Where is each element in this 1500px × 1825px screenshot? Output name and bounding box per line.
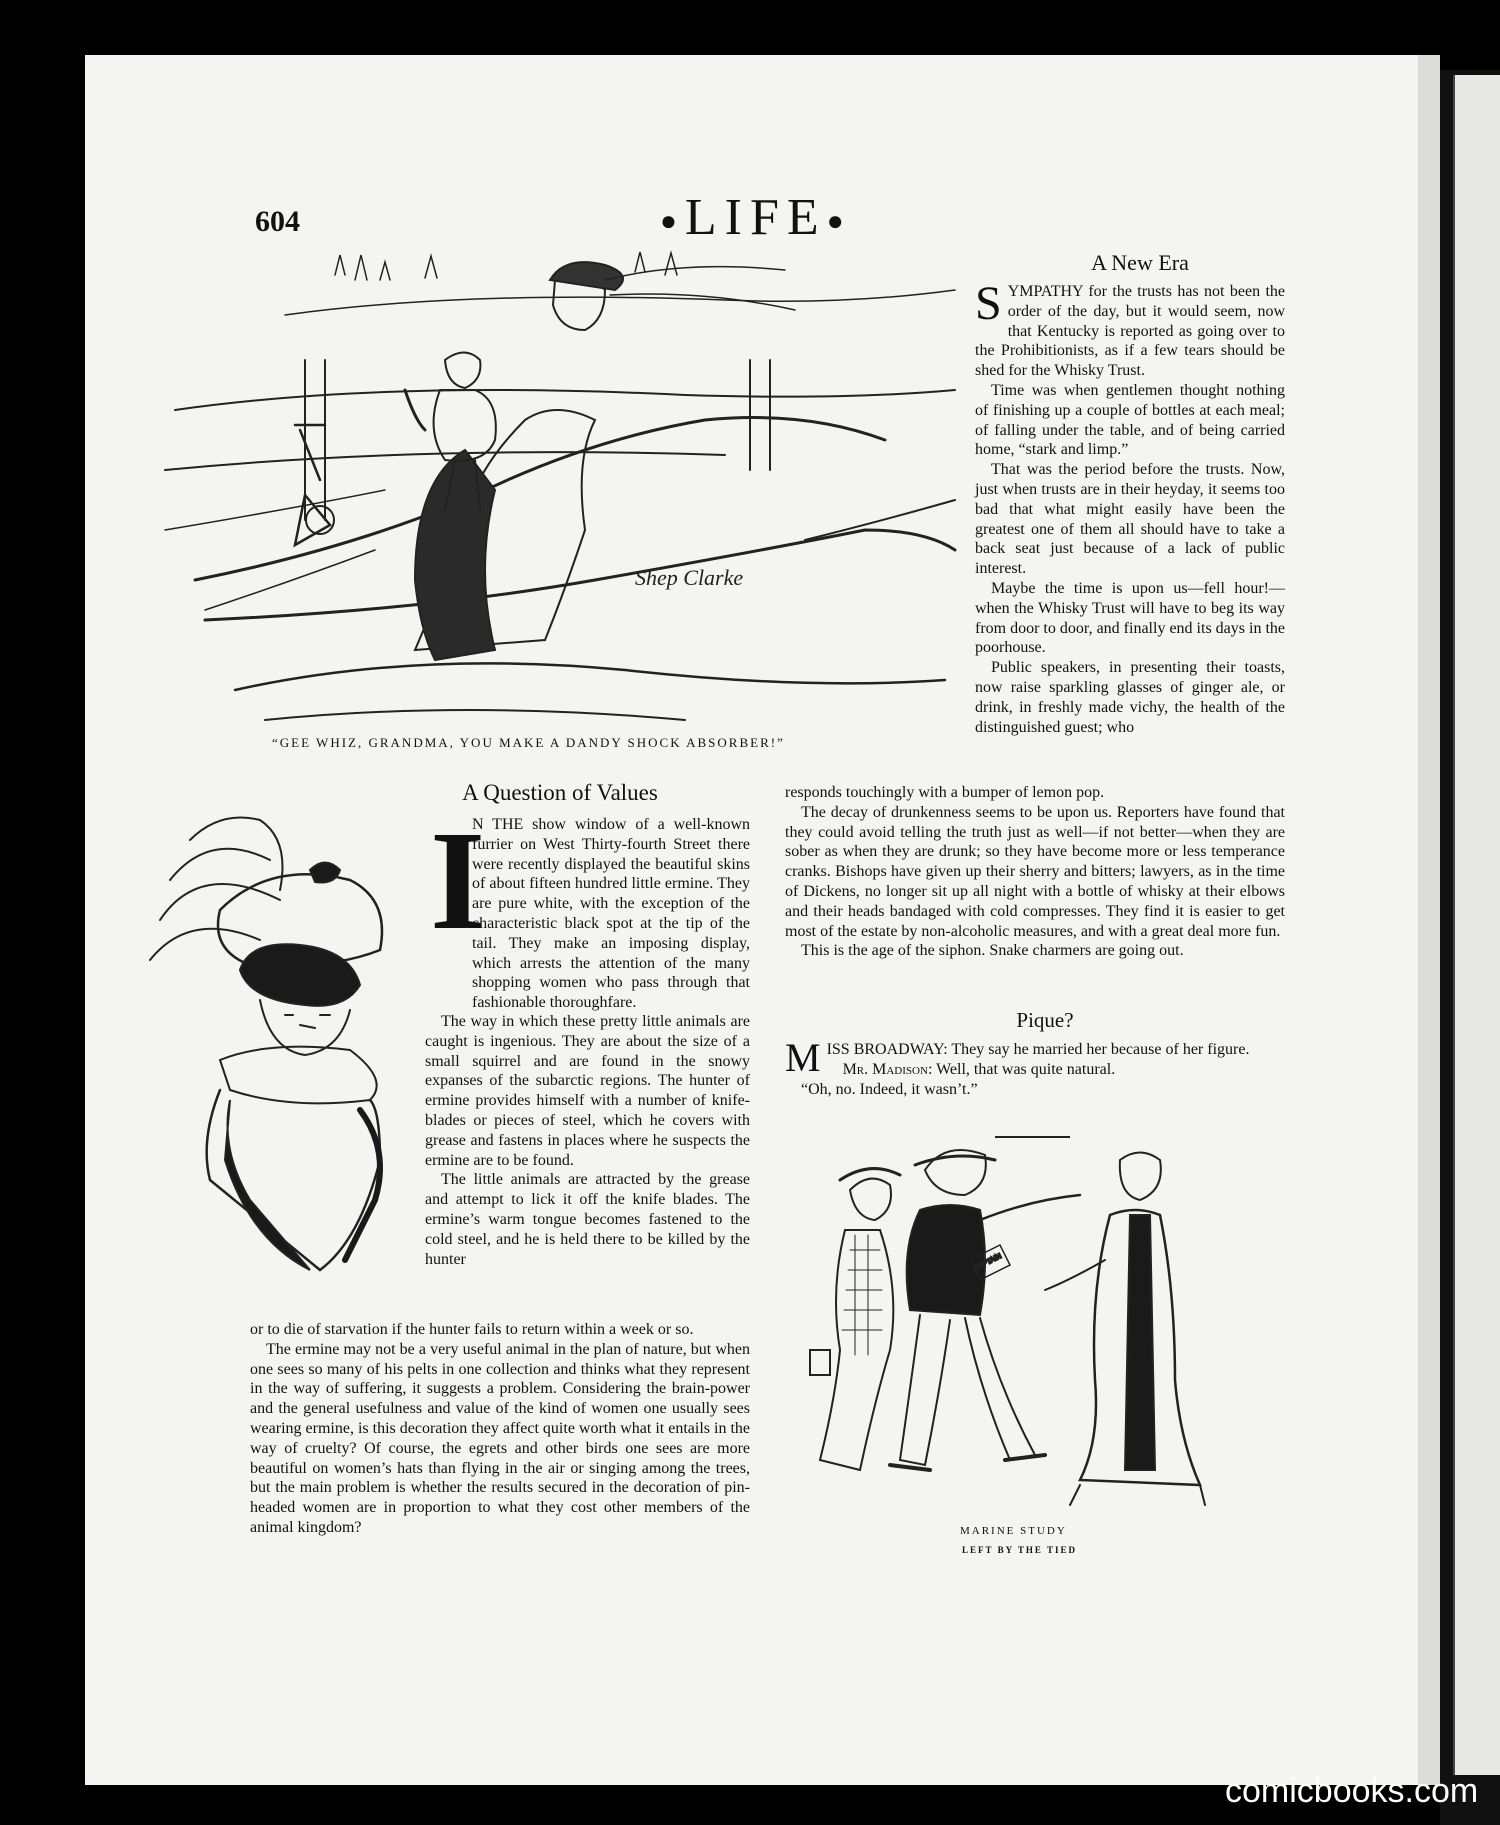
question-column-mid (425, 1012, 750, 1269)
illustration-signature: Shep Clarke (635, 565, 744, 590)
question-column-top (472, 815, 750, 1013)
masthead-title: LIFE (684, 189, 827, 246)
page-gutter (1418, 55, 1440, 1785)
new-era-paragraph-2: Time was when gentlemen thought nothing of finishing up a couple of bottles at each meal; of falling under the table, and of being carried home, “stark and limp.” (975, 381, 1285, 459)
new-era-title: A New Era (1091, 250, 1189, 275)
marine-study-illustration (780, 1140, 1230, 1520)
new-era-paragraph-5-end: responds touchingly with a bumper of lemon pop. (785, 784, 1105, 801)
new-era-paragraph-4: Maybe the time is upon us—fell hour!—when the Whisky Trust will have to beg its way from door to door, and finally end its days in the poorhouse. (975, 579, 1285, 657)
masthead-dot-right: ● (826, 206, 852, 238)
sign-text: CAPTAIN (972, 1252, 1003, 1273)
question-column-bottom (250, 1320, 750, 1538)
pique-speaker-2: Mr. Madison (842, 1060, 928, 1078)
page-number: 604 (255, 205, 300, 238)
pique-dialogue (785, 1035, 1285, 1099)
pique-line-3: “Oh, no. Indeed, it wasn’t.” (801, 1080, 978, 1098)
watermark: comicbooks.com (1225, 1772, 1479, 1810)
new-era-paragraph-3: That was the period before the trusts. Now, just when trusts are in their heyday, it seems too bad that what might easily have been the greatest one of them all should have to take a back seat just because of a lack of public interest. (975, 461, 1285, 578)
section-rule (995, 1136, 1070, 1138)
new-era-column (975, 277, 1285, 737)
new-era-paragraph-6: The decay of drunkenness seems to be upon us. Reporters have found that they could avoid telling the truth just as well—if not better—when they are sober as when they are drunk; so they have become more or less temperance cranks. Bishops have given up their sherry and bitters; lawyers, as in the time of Dickens, no longer sit up all night with a bottle of whisky at their elbows and their heads bandaged with cold compresses. They find it is easier to get most of the estate by non-alcoholic measures, and with a great deal more fun. (785, 803, 1285, 940)
pique-title: Pique? (1016, 1008, 1074, 1032)
new-era-paragraph-5: Public speakers, in presenting their toasts, now raise sparkling glasses of ginger ale, or drink, in freshly made vichy, the health of the distinguished guest; who (975, 659, 1285, 736)
automobile-illustration (165, 250, 955, 730)
new-era-paragraph-1 (975, 277, 1285, 381)
question-paragraph-1: N THE show window of a well-known furrier on West Thirty-fourth Street there were recently displayed the beautiful skins of about fifteen hundred little ermine. They are pure white, with the exception of the characteristic black spot at the tip of the tail. They make an imposing display, which arrests the attention of the many shopping women who pass through that fashionable thoroughfare. (472, 816, 750, 1012)
pique-line-1-text: ISS BROADWAY: They say he married her because of her figure. (826, 1041, 1250, 1058)
marine-study-caption: MARINE STUDY (960, 1525, 1067, 1537)
next-page-edge (1453, 75, 1500, 1775)
marine-study-subcaption: LEFT BY THE TIED (962, 1545, 1077, 1555)
question-paragraph-4: The ermine may not be a very useful animal in the plan of nature, but when one sees so many of his pelts in one collection and thinks what they represent in the way of suffering, it suggests a problem. Considering the brain-power and the general usefulness and value of the kind of women one usually sees wearing ermine, is this decoration they affect quite worth what it entails in the way of cruelty? Of course, the egrets and other birds one sees are more beautiful on women’s hats than flying in the air or singing among the trees, but the main problem is whether the results secured in the decoration of pin-headed women are in proportion to what they cost other members of the animal kingdom? (250, 1340, 750, 1536)
woman-in-hat-illustration (130, 800, 420, 1280)
pique-line-2-text: : Well, that was quite natural. (927, 1060, 1116, 1078)
pique-line-2 (785, 1060, 1285, 1080)
new-era-continued (785, 783, 1285, 961)
question-of-values-title: A Question of Values (462, 780, 658, 805)
question-paragraph-2: The way in which these pretty little animals are caught is ingenious. They are about the size of a small squirrel and are found in the snowy expanses of the subarctic regions. The hunter of ermine provides himself with a number of knife-blades or pieces of steel, which he covers with grease and fastens in places where he suspects the ermine are to be found. (425, 1013, 750, 1169)
new-era-paragraph-7: This is the age of the siphon. Snake charmers are going out. (801, 942, 1184, 960)
question-paragraph-3: The little animals are attracted by the grease and attempt to lick it off the knife blades. The ermine’s warm tongue becomes fastened to the cold steel, and he is held there to be killed by the hunter (425, 1171, 750, 1268)
masthead (660, 188, 852, 247)
question-paragraph-3-end: or to die of starvation if the hunter fails to return within a week or so. (250, 1321, 694, 1338)
masthead-dot-left: ● (660, 206, 685, 238)
illustration-caption: “GEE WHIZ, GRANDMA, YOU MAKE A DANDY SHOCK ABSORBER!” (272, 735, 785, 750)
pique-dropcap: M (785, 1035, 821, 1080)
new-era-dropcap: S (975, 277, 1002, 330)
new-era-p1-text: YMPATHY for the trusts has not been the order of the day, but it would seem, now that Kentucky is reported as going over to the Prohibitionists, as if a few tears should be shed for the Whisky Trust. (975, 283, 1285, 380)
question-dropcap: I (430, 801, 486, 959)
